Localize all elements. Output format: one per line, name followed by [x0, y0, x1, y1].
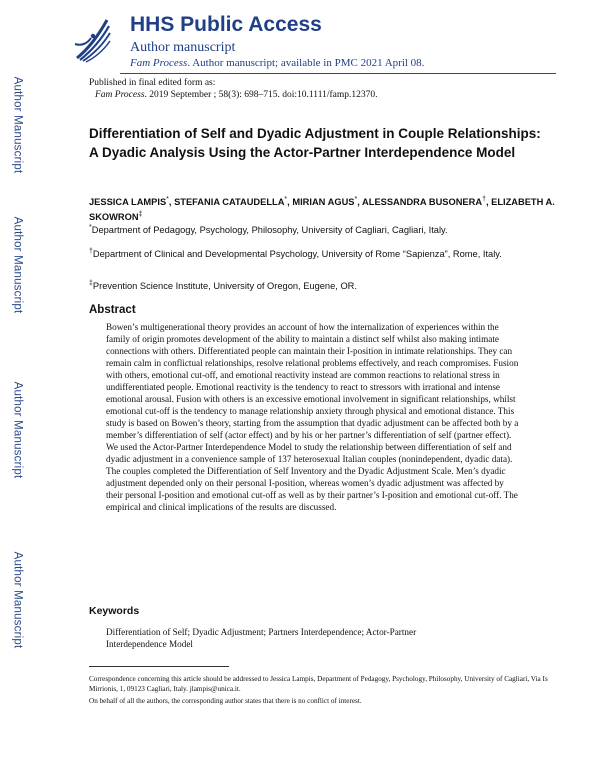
keywords-text: Differentiation of Self; Dyadic Adjustment; Partners Interdependence; Actor-Partner Interdependence Model	[106, 627, 417, 649]
author-name: STEFANIA CATAUDELLA	[174, 197, 285, 208]
abstract-text: Bowen’s multigenerational theory provides an account of how the internalization of experiences within the family of origin promotes development of the ability to maintain a distinct self whilst also making intimate connections with others. Differentiated people can maintain their I-position in intimate relationships. They can remain calm in conflictual relationships, resolve relational problems effectively, and reach compromises. Fusion with others, emotional cut-off, and emotional reactivity instead are common reactions to relational stress in undifferentiated people. Emotional reactivity is the tendency to react to stressors with irrational and intense emotional arousal. Fusion with others is an excessive emotional involvement in significant relationships, whilst emotional cut-off is the tendency to manage relationship anxiety through physical and emotional distance. This study is based on Bowen’s theory, starting from the assumption that dyadic adjustment can be affected both by a member’s differentiation of self (actor effect) and by his or her partner’s differentiation of self (partner effect). We used the Actor-Partner Interdependence Model to study the relationship between differentiation of self and dyadic adjustment in a convenience sample of 137 heterosexual Italian couples (nonindependent, dyadic data). The couples completed the Differentiation of Self Inventory and the Dyadic Adjustment Scale. Men’s dyadic adjustment depended only on their personal I-position, whereas women’s dyadic adjustment was affected by their personal I-position and emotional cut-off as well as by their partner’s I-position and emotional cut-off. The empirical and clinical implications of the results are discussed.	[106, 322, 519, 512]
author-mark: †	[482, 196, 486, 203]
published-label: Published in final edited form as:	[89, 78, 216, 88]
affiliation-text: Department of Clinical and Developmental Psychology, University of Rome “Sapienza”, Rome, Italy.	[92, 249, 502, 260]
sidebar-author-manuscript-2: Author Manuscript	[11, 216, 24, 314]
affiliation-3	[89, 278, 549, 293]
header-divider	[120, 73, 556, 74]
author-mark: *	[284, 196, 288, 203]
author-name: ELIZABETH A. SKOWRON	[89, 197, 555, 222]
author-manuscript-label: Author manuscript	[130, 40, 236, 55]
citation-line	[95, 90, 378, 100]
keywords-heading: Keywords	[89, 605, 140, 617]
affiliation-mark: *	[89, 224, 92, 231]
citation-journal: Fam Process	[95, 90, 145, 100]
author-mark: *	[354, 196, 358, 203]
affiliation-text: Prevention Science Institute, University of Oregon, Eugene, OR.	[92, 281, 357, 292]
citation-text: . 2019 September ; 58(3): 698–715. doi:10.1111/famp.12370.	[144, 90, 378, 100]
sidebar-author-manuscript-3: Author Manuscript	[11, 381, 24, 479]
availability-line	[130, 57, 424, 69]
affiliation-2	[89, 246, 549, 261]
author-name: JESSICA LAMPIS	[89, 197, 167, 208]
author-sep: ,	[287, 197, 293, 208]
journal-name: Fam Process	[130, 57, 188, 69]
author-sep: ,	[357, 197, 363, 208]
author-sep: ,	[168, 197, 175, 208]
availability-text: . Author manuscript; available in PMC 2021 April 08.	[187, 57, 425, 69]
affiliation-1	[89, 222, 549, 237]
hhs-eagle-logo-icon	[73, 14, 113, 64]
author-name: MIRIAN AGUS	[292, 197, 355, 208]
affiliation-mark: †	[89, 248, 93, 255]
conflict-footnote: On behalf of all the authors, the corresponding author states that there is no conflict of interest.	[89, 697, 362, 705]
author-sep: ,	[485, 197, 492, 208]
affiliation-mark: ‡	[89, 280, 93, 287]
correspondence-footnote: Correspondence concerning this article should be addressed to Jessica Lampis, Department of Pedagogy, Psychology, Philosophy, University of Cagliari, Via Is Mirrionis, 1, 09123 Cagliari, Italy. jlampis@unica.it.	[89, 675, 548, 693]
author-name: ALESSANDRA BUSONERA	[362, 197, 483, 208]
author-list	[89, 194, 559, 223]
author-mark: ‡	[138, 210, 143, 218]
sidebar-author-manuscript-1: Author Manuscript	[11, 76, 24, 174]
footnote-divider	[89, 666, 229, 667]
hhs-public-access-title: HHS Public Access	[130, 13, 322, 36]
affiliation-text: Department of Pedagogy, Psychology, Philosophy, University of Cagliari, Cagliari, Italy.	[91, 225, 448, 236]
sidebar-author-manuscript-4: Author Manuscript	[11, 551, 24, 649]
article-title: Differentiation of Self and Dyadic Adjustment in Couple Relationships: A Dyadic Analysis Using the Actor-Partner Interdependence Model	[89, 126, 541, 160]
abstract-heading: Abstract	[89, 304, 136, 316]
author-mark: *	[166, 196, 169, 203]
